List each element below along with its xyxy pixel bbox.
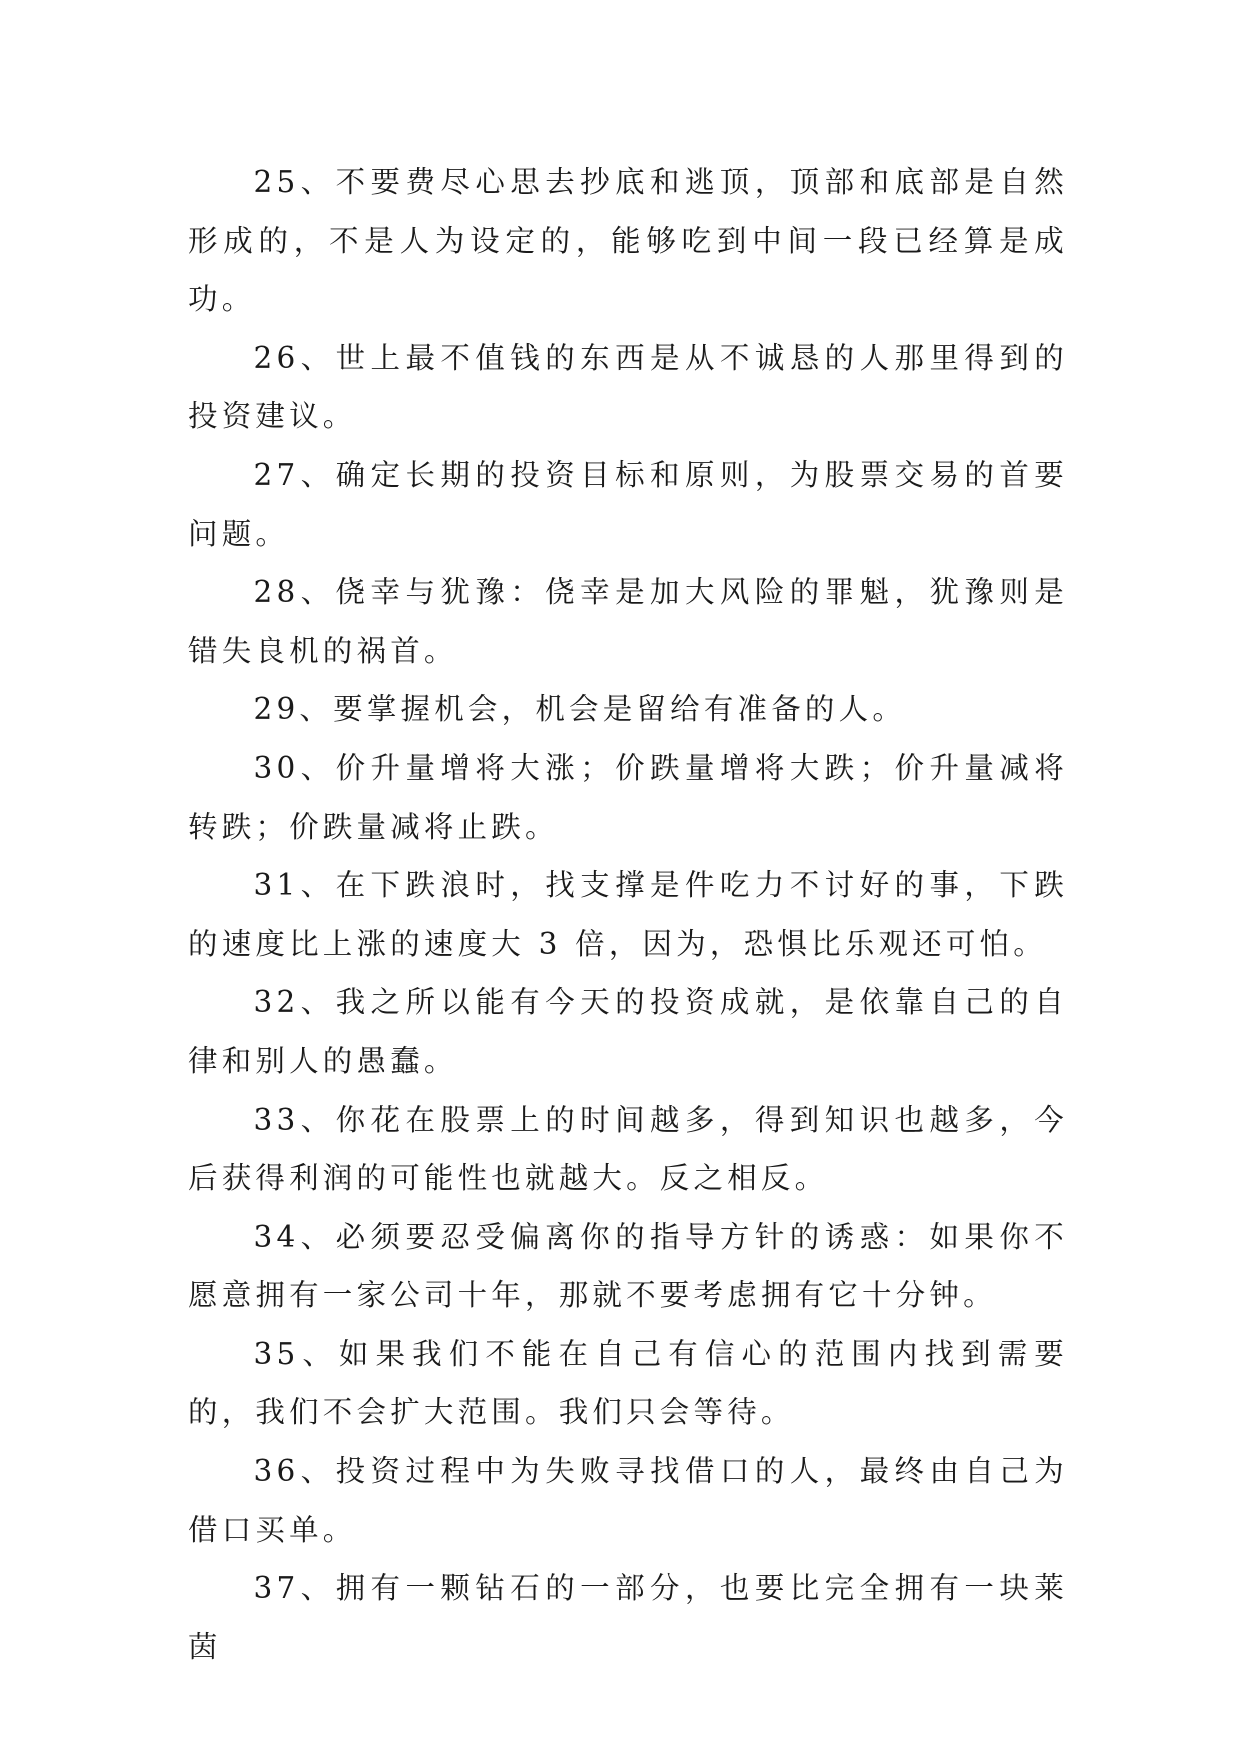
paragraph-32: 32、我之所以能有今天的投资成就，是依靠自己的自律和别人的愚蠢。	[188, 985, 1068, 1078]
paragraph-27: 27、确定长期的投资目标和原则，为股票交易的首要问题。	[188, 457, 1068, 551]
paragraph-33: 33、你花在股票上的时间越多，得到知识也越多，今后获得利润的可能性也就越大。反之相反。	[188, 1102, 1068, 1196]
paragraph-30: 30、价升量增将大涨；价跌量增将大跌；价升量减将转跌；价跌量减将止跌。	[188, 750, 1068, 844]
paragraph-26: 26、世上最不值钱的东西是从不诚恳的人那里得到的投资建议。	[188, 340, 1068, 434]
document-body	[188, 153, 1068, 1676]
paragraph-34: 34、必须要忍受偏离你的指导方针的诱惑：如果你不愿意拥有一家公司十年，那就不要考虑拥有它十分钟。	[188, 1219, 1068, 1313]
paragraph-35: 35、如果我们不能在自己有信心的范围内找到需要的，我们不会扩大范围。我们只会等待。	[188, 1336, 1068, 1430]
paragraph-31: 31、在下跌浪时，找支撑是件吃力不讨好的事，下跌的速度比上涨的速度大 3 倍，因为，恐惧比乐观还可怕。	[188, 868, 1068, 961]
paragraph-25: 25、不要费尽心思去抄底和逃顶，顶部和底部是自然形成的，不是人为设定的，能够吃到中间一段已经算是成功。	[188, 165, 1068, 317]
paragraph-28: 28、侥幸与犹豫：侥幸是加大风险的罪魁，犹豫则是错失良机的祸首。	[188, 575, 1068, 668]
paragraph-37: 37、拥有一颗钻石的一部分，也要比完全拥有一块莱茵	[188, 1571, 1068, 1664]
paragraph-29: 29、要掌握机会，机会是留给有准备的人。	[253, 692, 907, 727]
paragraph-36: 36、投资过程中为失败寻找借口的人，最终由自己为借口买单。	[188, 1454, 1068, 1547]
